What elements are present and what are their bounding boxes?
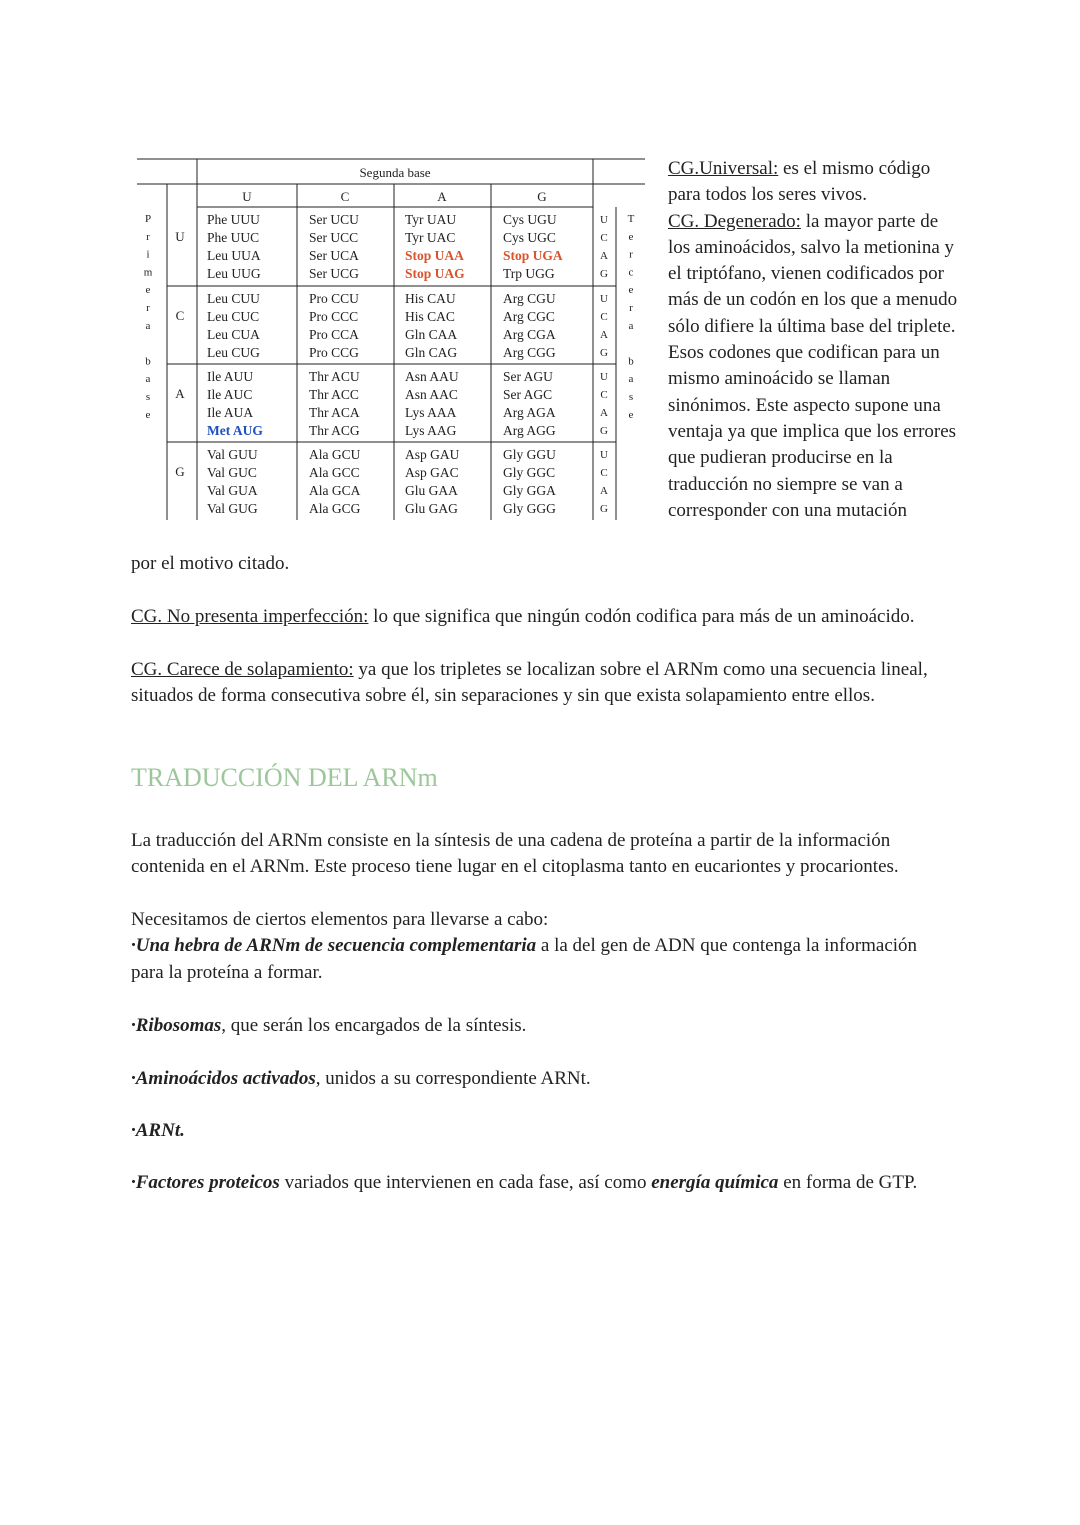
item-factores bbox=[131, 1170, 931, 1196]
third-base-label-letter: a bbox=[628, 373, 634, 386]
third-base-A: A bbox=[600, 250, 608, 262]
codon-cell: Ser UCU bbox=[309, 212, 359, 227]
codon-cell: Gln CAA bbox=[405, 327, 458, 342]
codon-cell: Asp GAC bbox=[405, 465, 459, 480]
imperfeccion-label: CG. No presenta imperfección: bbox=[131, 606, 369, 627]
solapamiento-text: ya que los tripletes se localizan sobre el ARNm como una secuencia lineal, situados de forma consecutiva sobre él, sin separaciones y sin que exista solapamiento entre ellos. bbox=[131, 659, 928, 707]
third-base-C: C bbox=[600, 389, 608, 401]
third-base-C: C bbox=[600, 232, 608, 244]
codon-cell: Gly GGC bbox=[503, 465, 556, 480]
item-factores-bold: ·Factores proteicos bbox=[131, 1172, 280, 1193]
codon-cell: Val GUG bbox=[207, 501, 258, 516]
third-base-G: G bbox=[600, 347, 608, 359]
codon-cell: Gly GGG bbox=[503, 501, 556, 516]
third-base-label-letter: r bbox=[629, 248, 633, 261]
third-base-A: A bbox=[600, 407, 608, 419]
first-base-label-letter: i bbox=[146, 248, 150, 261]
first-base-G: G bbox=[175, 464, 185, 479]
first-base-U: U bbox=[175, 229, 185, 244]
codon-cell: Ala GCA bbox=[309, 483, 361, 498]
second-base-header: Segunda base bbox=[359, 165, 431, 180]
codon-cell: Thr ACA bbox=[309, 405, 360, 420]
codon-cell: Tyr UAU bbox=[405, 212, 457, 227]
codon-cell: Gly GGA bbox=[503, 483, 556, 498]
third-base-G: G bbox=[600, 268, 608, 280]
codon-cell: Trp UGG bbox=[503, 266, 555, 281]
codon-cell: Phe UUU bbox=[207, 212, 260, 227]
codon-cell: Cys UGU bbox=[503, 212, 557, 227]
codon-cell: Asp GAU bbox=[405, 447, 460, 462]
codon-cell: Ala GCG bbox=[309, 501, 361, 516]
degenerado-label: CG. Degenerado: bbox=[668, 210, 801, 232]
codon-cell: Arg CGA bbox=[503, 327, 556, 342]
item-arnt bbox=[131, 1118, 951, 1144]
codon-cell: Thr ACC bbox=[309, 387, 359, 402]
third-base-U: U bbox=[600, 214, 608, 226]
codon-cell: Ser AGC bbox=[503, 387, 553, 402]
second-base-A: A bbox=[437, 189, 447, 204]
codon-cell: Val GUU bbox=[207, 447, 258, 462]
item-arnm-text: a la del gen de ADN que contenga la información para la proteína a formar. bbox=[131, 935, 918, 983]
codon-cell: Ser UCA bbox=[309, 248, 359, 263]
third-base-label-letter: a bbox=[628, 319, 634, 332]
universal-label: CG.Universal: bbox=[668, 158, 779, 179]
codon-cell: Met AUG bbox=[207, 423, 263, 438]
third-base-C: C bbox=[600, 311, 608, 323]
codon-cell: Leu CUA bbox=[207, 327, 260, 342]
item-energia-bold: energía química bbox=[651, 1172, 779, 1193]
codon-cell: Lys AAA bbox=[405, 405, 457, 420]
codon-cell: Arg CGG bbox=[503, 345, 556, 360]
codon-cell: Gly GGU bbox=[503, 447, 556, 462]
third-base-label-letter: e bbox=[628, 230, 634, 243]
item-factores-text2: en forma de GTP. bbox=[778, 1172, 918, 1193]
first-base-label-letter: b bbox=[145, 355, 151, 368]
codon-cell: Val GUC bbox=[207, 465, 257, 480]
codon-cell: Thr ACG bbox=[309, 423, 360, 438]
item-aminoacidos-text: , unidos a su correspondiente ARNt. bbox=[315, 1068, 591, 1089]
third-base-label-letter: s bbox=[628, 391, 634, 403]
codon-cell: Leu CUU bbox=[207, 291, 260, 306]
codon-cell: Glu GAG bbox=[405, 501, 458, 516]
codon-cell: Ile AUA bbox=[207, 405, 254, 420]
first-base-label-letter: r bbox=[146, 230, 150, 243]
codon-cell: Arg AGG bbox=[503, 423, 556, 438]
solapamiento-paragraph bbox=[131, 657, 931, 710]
codon-cell: Pro CCC bbox=[309, 309, 359, 324]
item-ribosomas-bold: ·Ribosomas bbox=[131, 1015, 222, 1036]
codon-cell: Arg CGU bbox=[503, 291, 556, 306]
item-ribosomas bbox=[131, 1013, 951, 1039]
codon-cell: Stop UAG bbox=[405, 266, 465, 281]
imperfeccion-paragraph bbox=[131, 604, 951, 630]
item-arnt-bold: ·ARNt. bbox=[131, 1120, 185, 1141]
codon-cell: Ser AGU bbox=[503, 369, 553, 384]
codon-cell: Ala GCU bbox=[309, 447, 361, 462]
codon-cell: Phe UUC bbox=[207, 230, 260, 245]
code-properties-side-text bbox=[668, 156, 958, 524]
item-arnm-bold: ·Una hebra de ARNm de secuencia complementaria bbox=[131, 935, 537, 957]
requirements-paragraph bbox=[131, 907, 951, 986]
first-base-label-letter: a bbox=[145, 373, 151, 386]
codon-cell: Ile AUC bbox=[207, 387, 253, 402]
first-base-A: A bbox=[175, 386, 185, 401]
third-base-label-letter: r bbox=[629, 302, 633, 314]
second-base-C: C bbox=[340, 189, 350, 204]
third-base-U: U bbox=[600, 449, 608, 461]
first-base-label-letter: a bbox=[145, 319, 151, 332]
third-base-label-letter: T bbox=[627, 213, 635, 225]
codon-cell: Val GUA bbox=[207, 483, 258, 498]
codon-cell: Cys UGC bbox=[503, 230, 556, 245]
third-base-label-letter: b bbox=[628, 355, 634, 368]
codon-cell: His CAC bbox=[405, 309, 455, 324]
requirements-intro: Necesitamos de ciertos elementos para llevarse a cabo: bbox=[131, 909, 549, 930]
codon-cell: Ile AUU bbox=[207, 369, 254, 384]
codon-cell: Arg CGC bbox=[503, 309, 555, 324]
codon-cell: Ala GCC bbox=[309, 465, 360, 480]
item-factores-text1: variados que intervienen en cada fase, así como bbox=[279, 1172, 652, 1193]
codon-cell: Leu CUC bbox=[207, 309, 260, 324]
codon-cell: Gln CAG bbox=[405, 345, 458, 360]
section-heading: TRADUCCIÓN DEL ARNm bbox=[131, 763, 438, 792]
codon-cell: Asn AAU bbox=[405, 369, 459, 384]
degenerado-text: la mayor parte de los aminoácidos, salvo la metionina y el triptófano, vienen codificados por más de un codón en los que a menudo sólo difiere la última base del triplete. Esos codones que codifican para un mismo aminoácido se llaman sinónimos. Este aspecto supone una ventaja ya que implica que los errores que pudieran producirse en la traducción no siempre se van a corresponder con una mutación bbox=[668, 210, 958, 521]
third-base-A: A bbox=[600, 329, 608, 341]
third-base-label-letter: e bbox=[628, 408, 634, 421]
third-base-label-letter: e bbox=[628, 284, 634, 297]
first-base-label-letter: m bbox=[143, 266, 153, 279]
third-base-C: C bbox=[600, 467, 608, 479]
codon-cell: Glu GAA bbox=[405, 483, 458, 498]
codon-cell: Pro CCA bbox=[309, 327, 359, 342]
intro-paragraph: La traducción del ARNm consiste en la síntesis de una cadena de proteína a partir de la información contenida en el ARNm. Este proceso tiene lugar en el citoplasma tanto en eucariontes y procariontes. bbox=[131, 830, 899, 878]
first-base-label-letter: P bbox=[144, 213, 152, 225]
codon-cell: Ser UCC bbox=[309, 230, 359, 245]
third-base-U: U bbox=[600, 371, 608, 383]
item-aminoacidos bbox=[131, 1066, 951, 1092]
solapamiento-label: CG. Carece de solapamiento: bbox=[131, 659, 354, 680]
first-base-label-letter: s bbox=[145, 391, 151, 403]
genetic-code-table bbox=[137, 158, 645, 520]
codon-cell: Leu UUG bbox=[207, 266, 261, 281]
third-base-label-letter: c bbox=[628, 266, 634, 279]
third-base-U: U bbox=[600, 293, 608, 305]
second-base-G: G bbox=[537, 189, 547, 204]
codon-cell: Leu CUG bbox=[207, 345, 260, 360]
codon-cell: Tyr UAC bbox=[405, 230, 456, 245]
third-base-G: G bbox=[600, 425, 608, 437]
first-base-label-letter: e bbox=[145, 408, 151, 421]
first-base-C: C bbox=[175, 308, 185, 323]
codon-cell: His CAU bbox=[405, 291, 456, 306]
codon-cell: Lys AAG bbox=[405, 423, 457, 438]
second-base-U: U bbox=[242, 189, 252, 204]
codon-cell: Pro CCU bbox=[309, 291, 359, 306]
codon-cell: Stop UAA bbox=[405, 248, 464, 263]
imperfeccion-text: lo que significa que ningún codón codifica para más de un aminoácido. bbox=[368, 606, 915, 627]
codon-cell: Thr ACU bbox=[309, 369, 360, 384]
third-base-A: A bbox=[600, 485, 608, 497]
codon-cell: Pro CCG bbox=[309, 345, 359, 360]
continuation-text: por el motivo citado. bbox=[131, 553, 290, 574]
third-base-G: G bbox=[600, 503, 608, 515]
item-aminoacidos-bold: ·Aminoácidos activados bbox=[131, 1068, 316, 1089]
first-base-label-letter: r bbox=[146, 302, 150, 314]
codon-cell: Leu UUA bbox=[207, 248, 261, 263]
codon-cell: Arg AGA bbox=[503, 405, 556, 420]
codon-cell: Asn AAC bbox=[405, 387, 458, 402]
universal-text: es el mismo código para todos los seres vivos. bbox=[668, 158, 931, 206]
item-ribosomas-text: , que serán los encargados de la síntesis. bbox=[221, 1015, 527, 1036]
codon-cell: Ser UCG bbox=[309, 266, 359, 281]
first-base-label-letter: e bbox=[145, 284, 151, 297]
codon-cell: Stop UGA bbox=[503, 248, 563, 263]
